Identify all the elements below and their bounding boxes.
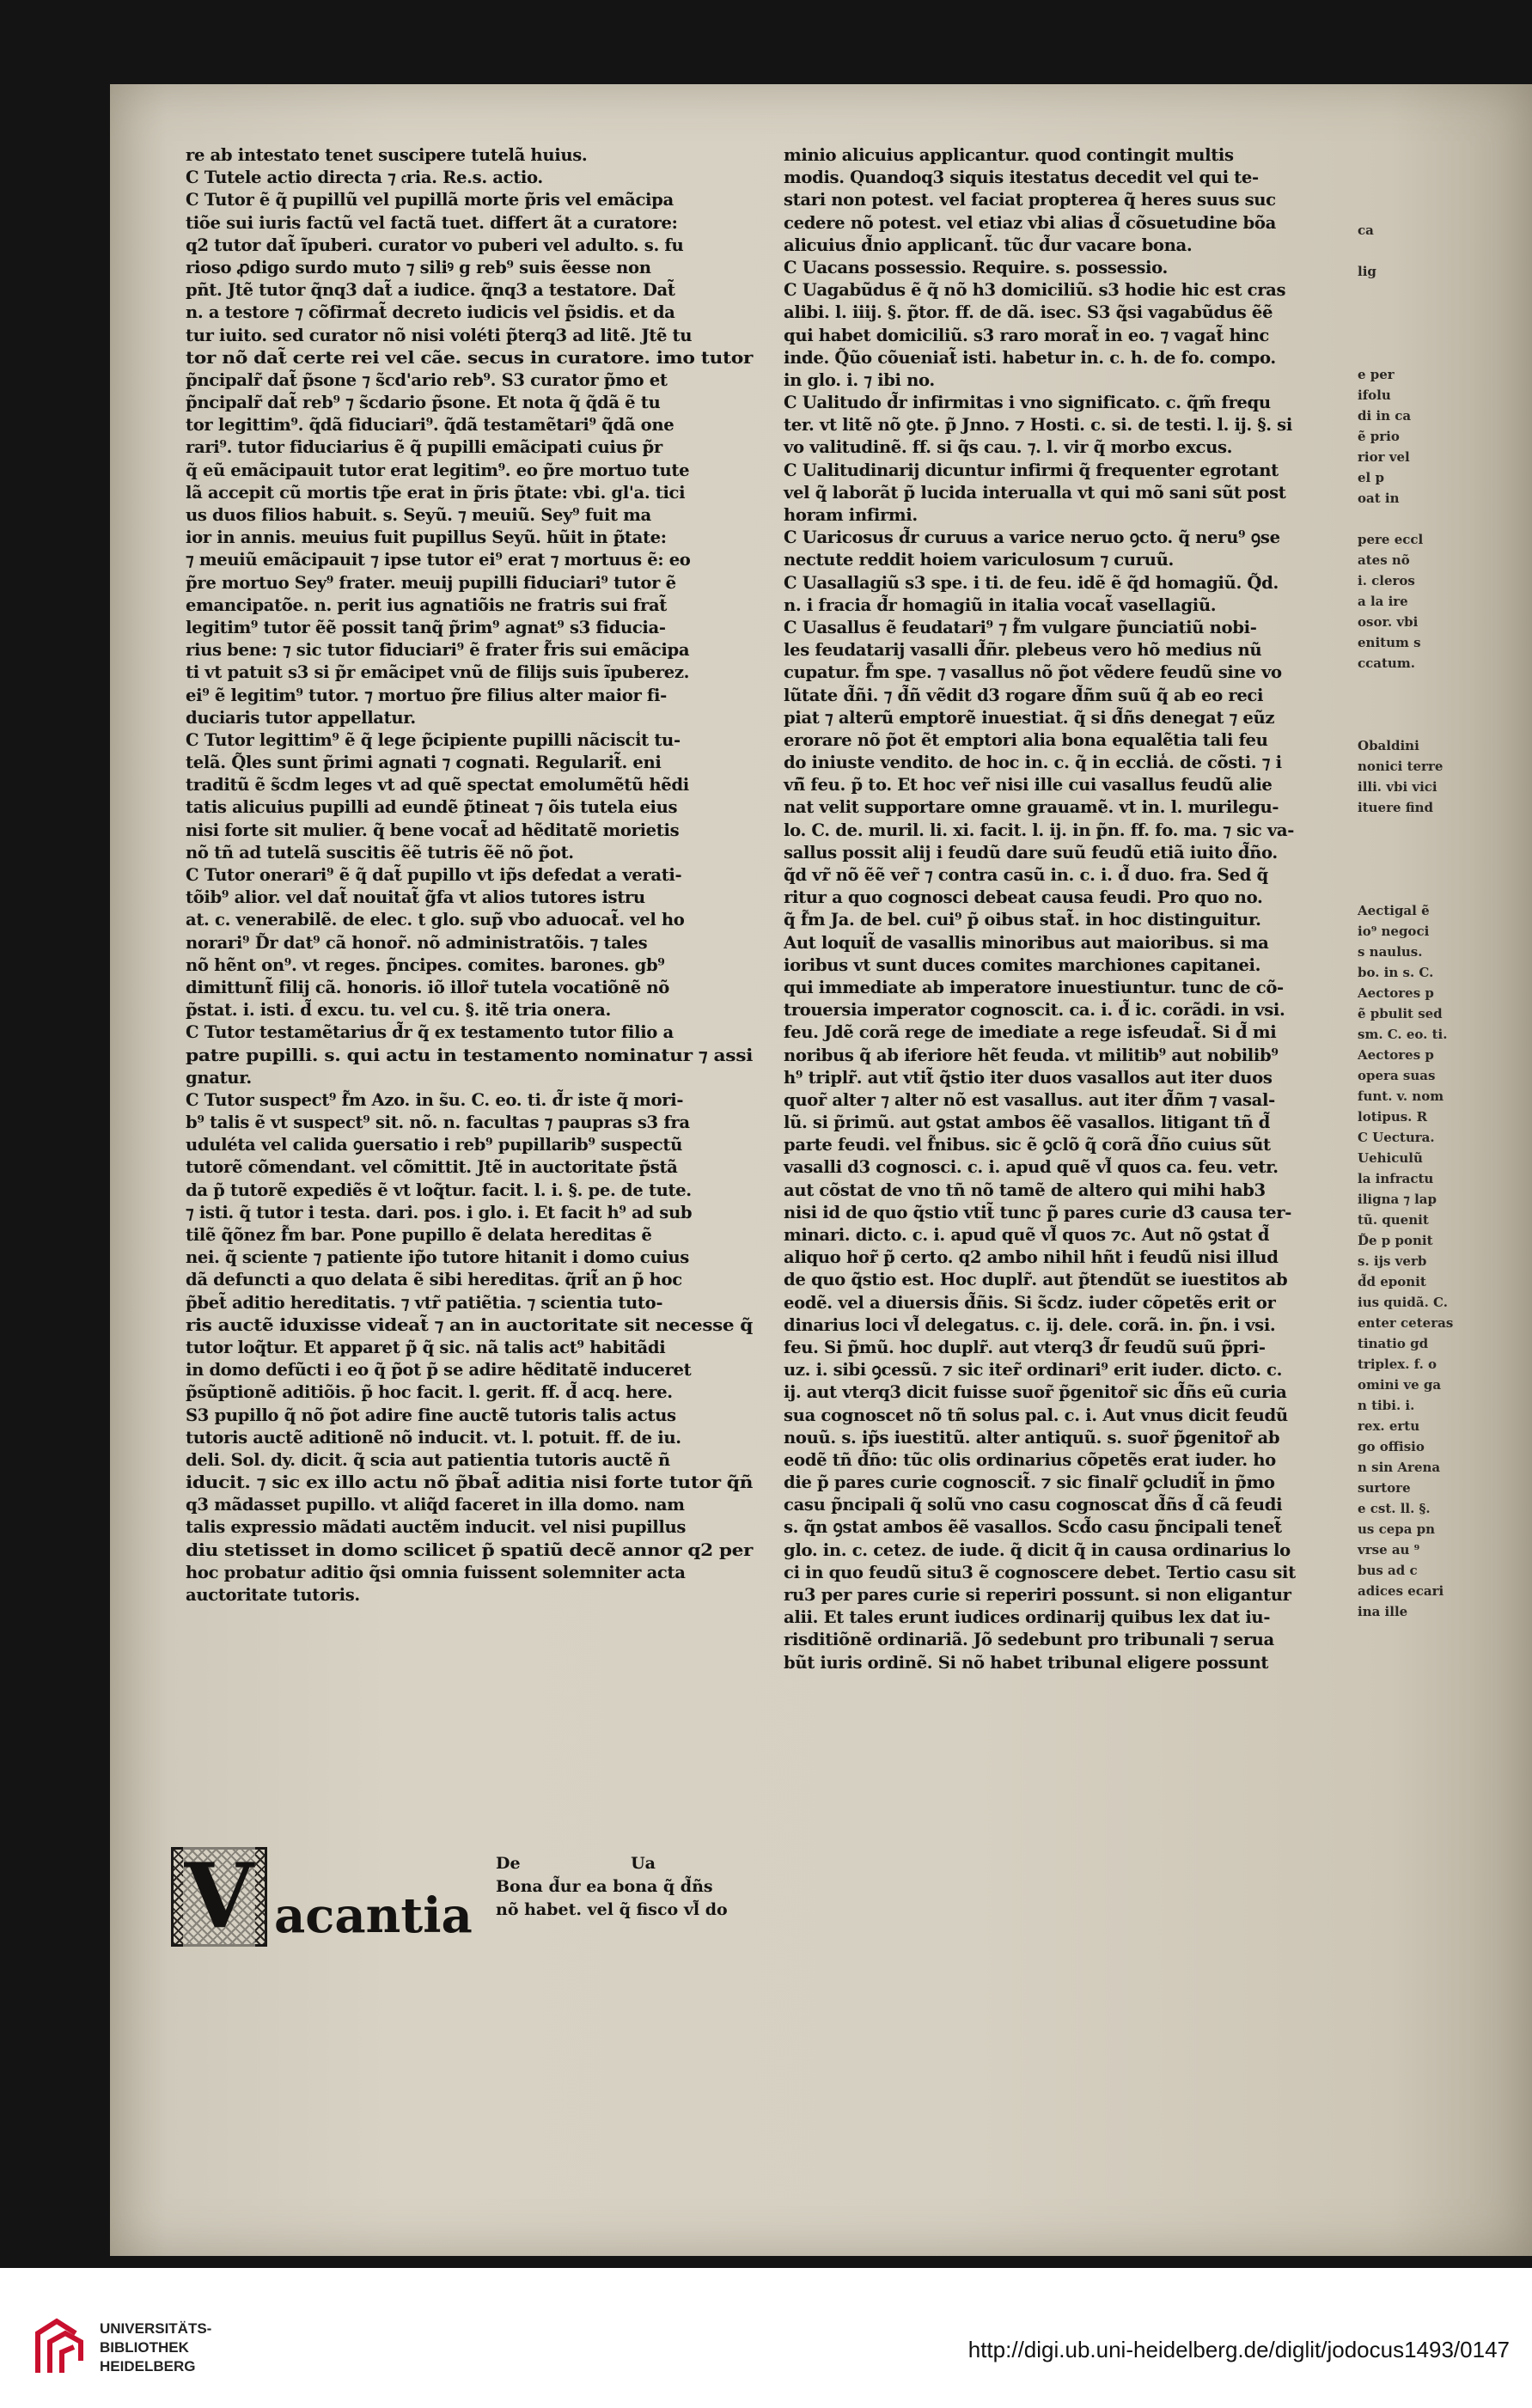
text-line: quor̃ alter ⁊ alter nõ est vasallus. aut iter d̃ñm ⁊ vasal- xyxy=(784,1089,1275,1110)
text-line: C Ualitudo d̃r infirmitas i vno significato. c. q̃m̃ frequ xyxy=(784,393,1271,413)
text-line: vñ̃ feu. p̃ to. Et hoc ver̃ nisi ille cui vasallus feudũ alie xyxy=(784,775,1273,796)
text-line: nectute reddit hoiem variculosum ⁊ curuũ. xyxy=(784,550,1174,570)
adjacent-page-margin xyxy=(1358,137,1454,1622)
text-line: surtore xyxy=(1358,1480,1411,1496)
text-line: aut cõstat de vno tñ nõ tamẽ de altero qui mihi hab3 xyxy=(784,1180,1266,1200)
text-line: C Ualitudinarij dicuntur infirmi q̃ frequenter egrotant xyxy=(784,460,1279,480)
text-line: tutor loq̃tur. Et apparet p̃ q̃ sic. nã talis act⁹ habitãdi xyxy=(186,1337,666,1357)
text-line: ci in quo feudũ situ3 ẽ cognoscere debet. Tertio casu sit xyxy=(784,1562,1296,1582)
entry-line-ua: Ua xyxy=(631,1854,656,1873)
text-line: trouersia imperator cognoscit. ca. i. d̃ ic. corãdi. in vsi. xyxy=(784,1000,1285,1021)
text-line: q̃ f̃m Ja. de bel. cui⁹ p̃ oibus stat̃. in hoc distinguitur. xyxy=(784,910,1261,930)
decorated-initial-entry xyxy=(171,1843,728,1950)
text-line: les feudatarij vasalli d̃ñr. plebeus vero hõ medius nũ xyxy=(784,640,1262,661)
text-line xyxy=(1358,818,1426,838)
text-line: emancipatõe. n. perit ius agnatiõis ne fratris sui frat̃ xyxy=(186,594,668,615)
text-line: minari. dicto. c. i. apud quẽ vl̃ quos ⁊c. Aut nõ ꝯstat d̃ xyxy=(784,1225,1270,1245)
library-name-line: HEIDELBERG xyxy=(100,2358,196,2374)
text-line: da p̃ tutorẽ expediẽs ẽ vt loq̃tur. facit. l. i. §. pe. de tute. xyxy=(186,1180,692,1200)
text-line: die p̃ pares curie cognoscit̃. ⁊ sic finalr̃ ꝯcludit̃ in p̃mo xyxy=(784,1472,1275,1493)
text-line: omini ve ga xyxy=(1358,1377,1442,1393)
text-line: piat ⁊ alterũ emptorẽ inuestiat. q̃ si d̃ñs denegat ⁊ eũz xyxy=(784,707,1275,728)
text-line: triplex. f. o xyxy=(1358,1356,1437,1372)
text-line: hoc probatur aditio q̃si omnia fuissent solemniter acta xyxy=(186,1562,686,1582)
permalink-url[interactable]: http://digi.ub.uni-heidelberg.de/diglit/jodocus1493/0147 xyxy=(967,2337,1510,2362)
text-line: C Uagabũdus ẽ q̃ nõ h3 domiciliũ. s3 hodie hic est cras xyxy=(784,280,1286,301)
text-line: opera suas xyxy=(1358,1068,1436,1083)
text-line xyxy=(1358,674,1426,694)
text-line: p̃re mortuo Sey⁹ frater. meuij pupilli fiduciari⁹ tutor ẽ xyxy=(186,572,676,593)
text-line: el p xyxy=(1358,470,1384,485)
text-line: bus ad c xyxy=(1358,1563,1418,1578)
text-line: modis. Quandoq3 siquis itestatus decedit vel qui te- xyxy=(784,168,1259,188)
text-line xyxy=(1358,838,1426,859)
text-line: nisi forte sit mulier. q̃ bene vocat̃ ad hẽditatẽ morietis xyxy=(186,820,680,840)
text-line: nat velit supportare omne grauamẽ. vt in. l. murilegu- xyxy=(784,797,1279,818)
text-line: di in ca xyxy=(1358,408,1412,424)
text-line: ritur a quo cognosci debeat causa feudi. Pro quo no. xyxy=(784,887,1263,908)
text-line: ⁊ meuiũ emãcipauit ⁊ ipse tutor ei⁹ erat ⁊ mortuus ẽ: eo xyxy=(186,550,691,570)
text-line: uz. i. sibi ꝯcessũ. ⁊ sic iter̃ ordinari⁹ erit iuder. dicto. c. xyxy=(784,1360,1283,1381)
text-line: feu. Si p̃mũ. hoc duplr̃. aut vterq3 d̃r feudũ suũ p̃pri- xyxy=(784,1337,1266,1357)
text-line: tur iuito. sed curator nõ nisi voléti p̃terq3 ad litẽ. Jtẽ tu xyxy=(186,325,693,345)
text-line: telã. Q̃les sunt p̃rimi agnati ⁊ cognati. Regularit̃. eni xyxy=(186,753,662,773)
text-line: q2 tutor dat̃ ĩpuberi. curator vo puberi vel adulto. s. fu xyxy=(186,235,684,255)
text-line: cupatur. f̃m spe. ⁊ vasallus nõ p̃ot vẽdere feudũ sine vo xyxy=(784,662,1282,683)
text-line: la infractu xyxy=(1358,1171,1434,1186)
library-name[interactable] xyxy=(100,2320,211,2376)
text-line: Aectores p xyxy=(1358,985,1434,1001)
text-line: lig xyxy=(1358,264,1376,279)
text-line: do iniuste vendito. de hoc in. c. q̃ in ecclia̾. de cõsti. ⁊ i xyxy=(784,753,1282,773)
text-line: at. c. venerabilẽ. de elec. t glo. sup̃ vbo aduocat̃. vel ho xyxy=(186,910,685,930)
text-line: e cst. ll. §. xyxy=(1358,1501,1431,1516)
text-line xyxy=(1358,137,1426,158)
text-line: rius bene: ⁊ sic tutor fiduciari⁹ ẽ frater f̃ris sui emãcipa xyxy=(186,640,690,661)
text-line xyxy=(1358,323,1426,344)
text-line: norari⁹ D̃r dat⁹ cã honor̃. nõ administratõis. ⁊ tales xyxy=(186,932,648,953)
text-line: C Tutor suspect⁹ f̃m Azo. in s̃u. C. eo. ti. d̃r iste q̃ mori- xyxy=(186,1089,684,1110)
text-line: tutoris auctẽ aditionẽ nõ inducit. vt. l. potuit. ff. de iu. xyxy=(186,1427,681,1448)
text-line: s. ijs verb xyxy=(1358,1253,1427,1269)
text-line: tutorẽ cõmendant. vel cõmittit. Jtẽ in auctoritate p̃stã xyxy=(186,1157,678,1178)
text-line: horam infirmi. xyxy=(784,505,918,525)
text-line: traditũ ẽ s̃cdm leges vt ad quẽ spectat emolumẽtũ hẽdi xyxy=(186,775,689,796)
text-line: i. cleros xyxy=(1358,573,1415,588)
text-line: qui immediate ab imperatore inuestiuntur. tunc de cõ- xyxy=(784,977,1284,997)
entry-line: nõ habet. vel q̃ fisco vl̃ do xyxy=(496,1900,728,1919)
text-line: ru3 per pares curie si reperiri possunt. si non eligantur xyxy=(784,1585,1291,1605)
text-line: p̃sũptionẽ aditiõis. p̃ hoc facit. l. gerit. ff. d̃ acq. here. xyxy=(186,1382,673,1403)
text-line: ioribus vt sunt duces comites marchiones capitanei. xyxy=(784,954,1261,975)
text-line: rex. ertu xyxy=(1358,1418,1420,1434)
text-line xyxy=(1358,158,1426,179)
text-line: alibi. l. iiij. §. p̃tor. ff. de dã. isec. S3 q̃si vagabũdus ẽẽ xyxy=(784,302,1273,323)
text-line: adices ecari xyxy=(1358,1583,1444,1599)
text-line: ij. aut vterq3 dicit fuisse suor̃ p̃genitor̃ sic d̃ñs eũ curia xyxy=(784,1382,1287,1403)
text-line: ates nõ xyxy=(1358,552,1410,568)
text-line: lotipus. R xyxy=(1358,1109,1428,1125)
text-line: ituere find xyxy=(1358,800,1434,815)
text-line: patre pupilli. s. qui actu in testamento nominatur ⁊ assi xyxy=(186,1045,753,1065)
text-line xyxy=(1358,715,1426,735)
text-line: C Uasallagiũ s3 spe. i ti. de feu. idẽ ẽ q̃d homagiũ. Q̃d. xyxy=(784,572,1279,593)
text-line: b⁹ talis ẽ vt suspect⁹ sit. nõ. n. facultas ⁊ paupras s3 fra xyxy=(186,1113,690,1133)
text-line: de quo q̃stio est. Hoc duplr̃. aut p̃tendũt se iuestitos ab xyxy=(784,1270,1288,1290)
text-line: pere eccl xyxy=(1358,532,1424,547)
text-line: dinarius loci vl̃ delegatus. c. ij. dele. corã. in. p̃n. i vsi. xyxy=(784,1314,1276,1335)
text-line: us duos filios habuit. s. Seyũ. ⁊ meuiũ. Sey⁹ fuit ma xyxy=(186,505,651,525)
text-line: enitum s xyxy=(1358,635,1421,650)
text-line: C Tutele actio directa ⁊ 𝔠ria. Re.s. actio. xyxy=(186,168,543,188)
text-line: oat in xyxy=(1358,491,1400,506)
initial-letter: V xyxy=(184,1843,254,1948)
text-line: sallus possit alij i feudũ dare suũ feudũ etiã iuito d̃ño. xyxy=(784,842,1278,863)
text-line: sm. C. eo. ti. xyxy=(1358,1027,1448,1042)
text-line: us cepa pn xyxy=(1358,1521,1436,1537)
text-line: vel q̃ laborãt p̃ lucida interualla vt qui mõ sani sũt post xyxy=(784,482,1286,503)
text-line: cedere nõ potest. vel etiaz vbi alias d̃ cõsuetudine bõa xyxy=(784,212,1276,233)
text-line: re ab intestato tenet suscipere tutelã huius. xyxy=(186,145,588,165)
text-line: d̃d eponit xyxy=(1358,1274,1426,1289)
text-line: ter. vt litẽ nõ ꝯte. p̃ Jnno. ⁊ Hosti. c. si. de testi. l. ij. §. si xyxy=(784,415,1292,436)
text-line: lo. C. de. muril. li. xi. facit. l. ij. in p̃n. ff. fo. ma. ⁊ sic va- xyxy=(784,820,1295,840)
text-line: vasalli d3 cognosci. c. i. apud quẽ vl̃ quos ca. feu. vetr. xyxy=(784,1157,1279,1178)
text-line: C Tutor ẽ q̃ pupillũ vel pupillã morte p̃ris vel emãcipa xyxy=(186,190,674,210)
text-line: pñt. Jtẽ tutor q̃nq3 dat̃ a iudice. q̃nq3 a testatore. Dat̃ xyxy=(186,280,675,301)
text-line: funt. v. nom xyxy=(1358,1088,1444,1104)
text-line: p̃stat. i. isti. d̃ excu. tu. vel cu. §. itẽ tria onera. xyxy=(186,1000,611,1021)
text-line: ifolu xyxy=(1358,387,1391,403)
text-line: alicuius d̃nio applicant̃. tũc d̃ur vacare bona. xyxy=(784,235,1193,255)
text-line: noribus q̃ ab iferiore hẽt feuda. vt militib⁹ aut nobilib⁹ xyxy=(784,1045,1279,1065)
text-line: ccatum. xyxy=(1358,655,1415,671)
text-line: risditiõnẽ ordinariã. Jõ sedebunt pro tribunali ⁊ serua xyxy=(784,1630,1274,1650)
text-line: inde. Q̃ũo cõueniat̃ isti. habetur in. c. h. de fo. compo. xyxy=(784,347,1276,368)
text-line xyxy=(1358,694,1426,715)
text-line: auctoritate tutoris. xyxy=(186,1585,360,1605)
text-line: s naulus. xyxy=(1358,944,1423,960)
text-line: nõ hẽnt on⁹. vt reges. p̃ncipes. comites. barones. gb⁹ xyxy=(186,954,665,975)
text-line: parte feudi. vel f̃nibus. sic ẽ ꝯclõ q̃ corã d̃ño cuius sũt xyxy=(784,1135,1271,1155)
text-line: feu. Jdẽ corã rege de imediate a rege isfeudat̃. Si d̃ mi xyxy=(784,1022,1277,1043)
text-line: in domo defũcti i eo q̃ p̃ot p̃ se adire hẽditatẽ induceret xyxy=(186,1360,692,1381)
text-line: ti vt patuit s3 si p̃r emãcipet vnũ de filijs suis ĩpuberez. xyxy=(186,662,690,683)
text-line: n. a testore ⁊ cõfirmat̃ decreto iudicis vel p̃sidis. et da xyxy=(186,302,675,323)
text-line: rari⁹. tutor fiduciarius ẽ q̃ pupilli emãcipati cuius p̃r xyxy=(186,437,662,458)
text-line xyxy=(1358,344,1426,364)
left-text-column xyxy=(186,144,753,1606)
text-line xyxy=(1358,199,1426,220)
text-line: ⁊ isti. q̃ tutor i testa. dari. pos. i glo. i. Et facit h⁹ ad sub xyxy=(186,1202,693,1222)
text-line: e per xyxy=(1358,367,1395,382)
text-line xyxy=(1358,241,1426,261)
text-line: C Tutor legittim⁹ ẽ q̃ lege p̃cipiente pupilli nãcisci̾t tu- xyxy=(186,729,681,750)
text-line: glo. in. c. cetez. de iude. q̃ dicit q̃ in causa ordinarius lo xyxy=(784,1539,1291,1560)
text-line: stari non potest. vel faciat propterea q̃ heres suus suc xyxy=(784,190,1276,210)
text-line: sua cognoscet nõ tñ solus pal. c. i. Aut vnus dicit feudũ xyxy=(784,1405,1288,1425)
text-line: in glo. i. ⁊ ibi no. xyxy=(784,369,935,390)
text-line: a la ire xyxy=(1358,594,1408,609)
entry-opening-lines xyxy=(496,1852,728,1922)
library-name-line: BIBLIOTHEK xyxy=(100,2339,189,2356)
text-line: uduléta vel calida ꝯuersatio i reb⁹ pupillarib⁹ suspectũ xyxy=(186,1135,682,1155)
text-line: eodẽ. vel a diuersis d̃ñis. Si s̃cdz. iuder cõpetẽs erit or xyxy=(784,1292,1276,1313)
text-line: Obaldini xyxy=(1358,738,1419,753)
text-line: duciaris tutor appellatur. xyxy=(186,707,416,728)
university-library-logo-icon[interactable] xyxy=(31,2316,88,2376)
text-line xyxy=(1358,302,1426,323)
text-line: iligna ⁊ lap xyxy=(1358,1192,1437,1207)
text-line: ẽ pbulit sed xyxy=(1358,1006,1443,1021)
text-line: ior in annis. meuius fuit pupillus Seyũ. hũit in p̃tate: xyxy=(186,527,667,548)
text-line: ina ille xyxy=(1358,1604,1408,1619)
text-line: tõib⁹ alior. vel dat̃ nouitat̃ g̃fa vt alios tutores istru xyxy=(186,887,645,908)
text-line: tũ. quenit xyxy=(1358,1212,1429,1228)
text-line: ca xyxy=(1358,223,1374,238)
text-line: enter ceteras xyxy=(1358,1315,1454,1331)
text-line: dimittunt̃ filij cã. honoris. iõ illor̃ tutela vocatiõnẽ nõ xyxy=(186,977,669,997)
text-line: rioso ꝓdigo surdo muto ⁊ siliꝰ g reb⁹ suis ẽesse non xyxy=(186,257,651,277)
text-line: ius quidã. C. xyxy=(1358,1295,1448,1310)
entry-headword: acantia xyxy=(274,1887,473,1944)
text-line: gnatur. xyxy=(186,1067,252,1088)
text-line: nonici terre xyxy=(1358,759,1443,774)
entry-line: Bona d̃ur ea bona q̃ d̃ñs xyxy=(496,1877,713,1896)
text-line: n tibi. i. xyxy=(1358,1398,1415,1413)
text-line: osor. vbi xyxy=(1358,614,1419,630)
text-line: C Uaricosus d̃r curuus a varice neruo ꝯcto. q̃ neru⁹ ꝯse xyxy=(784,527,1280,548)
text-line: C Uacans possessio. Require. s. possessio. xyxy=(784,257,1168,277)
text-line: casu p̃ncipali q̃ solũ vno casu cognoscat d̃ñs d̃ cã feudi xyxy=(784,1495,1283,1515)
text-line: C Uectura. xyxy=(1358,1130,1435,1145)
text-line: lã accepit cũ mortis tp̃e erat in p̃ris p̃tate: vbi. gl'a. tici xyxy=(186,482,686,503)
text-line: deli. Sol. dy. dicit. q̃ scia aut patientia tutoris auctẽ ñ xyxy=(186,1449,670,1470)
text-line: p̃ncipalr̃ dat̃ p̃sone ⁊ s̃cd'ario reb⁹. S3 curator p̃mo et xyxy=(186,369,668,390)
text-line: legitim⁹ tutor ẽẽ possit tanq̃ p̃rim⁹ agnat⁹ s3 fiducia- xyxy=(186,617,666,637)
text-line: diu stetisset in domo scilicet p̃ spatiũ decẽ annor q2 per xyxy=(186,1539,753,1560)
text-line: illi. vbi vici xyxy=(1358,779,1437,795)
text-line: nei. q̃ sciente ⁊ patiente ip̃o tutore hitanit i domo cuius xyxy=(186,1247,689,1268)
text-line: vrse au ⁹ xyxy=(1358,1542,1420,1558)
text-line: io⁹ negoci xyxy=(1358,924,1430,939)
text-line: ẽ prio xyxy=(1358,429,1400,444)
entry-line-de: De xyxy=(496,1854,521,1873)
text-line: nouũ. s. ip̃s iuestitũ. alter antiquũ. s. suor̃ p̃genitor̃ ab xyxy=(784,1427,1280,1448)
text-line: minio alicuius applicantur. quod contingit multis xyxy=(784,145,1234,165)
text-line: rior vel xyxy=(1358,449,1410,465)
text-line: tor legittim⁹. q̃dã fiduciari⁹. q̃dã testamẽtari⁹ q̃dã one xyxy=(186,415,674,436)
text-line: qui habet domiciliũ. s3 raro morat̃ in eo. ⁊ vagat̃ hinc xyxy=(784,325,1269,345)
text-line: tor nõ dat̃ certe rei vel cãe. secus in curatore. imo tutor xyxy=(186,347,753,368)
text-line: aliquo hor̃ p̃ certo. q2 ambo nihil hñt i feudũ nisi illud xyxy=(784,1247,1279,1268)
text-line: C Tutor onerari⁹ ẽ q̃ dat̃ pupillo vt ip̃s defedat a verati- xyxy=(186,865,682,885)
text-line: S3 pupillo q̃ nõ p̃ot adire fine auctẽ tutoris talis actus xyxy=(186,1405,676,1425)
text-line: talis expressio mãdati auctẽm inducit. vel nisi pupillus xyxy=(186,1517,687,1538)
text-line: eodẽ tñ d̃ño: tũc olis ordinarius cõpetẽs erat iuder. ho xyxy=(784,1449,1276,1470)
text-line: Aectigal ẽ xyxy=(1358,903,1430,918)
text-line: Aectores p xyxy=(1358,1047,1434,1063)
text-line xyxy=(1358,282,1426,302)
text-line: C Tutor testamẽtarius d̃r q̃ ex testamento tutor filio a xyxy=(186,1022,674,1043)
text-line: q3 mãdasset pupillo. vt aliq̃d faceret in illa domo. nam xyxy=(186,1495,685,1515)
text-line xyxy=(1358,880,1426,900)
text-line: alii. Et tales erunt iudices ordinarij quibus lex dat iu- xyxy=(784,1607,1271,1628)
text-line: Aut loquit̃ de vasallis minoribus aut maioribus. si ma xyxy=(784,932,1269,953)
text-line: ris auctẽ iduxisse videat̃ ⁊ an in auctoritate sit necesse q̃ xyxy=(186,1314,753,1335)
text-line: dã defuncti a quo delata ẽ sibi hereditas. q̃rit̃ an p̃ hoc xyxy=(186,1270,682,1290)
text-line xyxy=(1358,509,1426,529)
text-line: go offisio xyxy=(1358,1439,1425,1454)
text-line: q̃d vr̃ nõ ẽẽ ver̃ ⁊ contra casũ in. c. i. d̃ duo. fra. Sed q̃ xyxy=(784,865,1268,885)
text-line: n. i fracia d̃r homagiũ in italia vocat̃ vasellagiũ. xyxy=(784,594,1217,615)
text-line: iducit. ⁊ sic ex illo actu nõ p̃bat̃ aditia nisi forte tutor q̃ñ xyxy=(186,1472,753,1493)
text-line xyxy=(1358,179,1426,199)
text-line: tatis alicuius pupilli ad eundẽ p̃tineat ⁊ õis tutela eius xyxy=(186,797,678,818)
text-line: p̃ncipalr̃ dat̃ reb⁹ ⁊ s̃cdario p̃sone. Et nota q̃ q̃dã ẽ tu xyxy=(186,393,661,413)
text-line: p̃bet̃ aditio hereditatis. ⁊ vtr̃ patiẽtia. ⁊ scientia tuto- xyxy=(186,1292,663,1313)
text-line: ei⁹ ẽ legitim⁹ tutor. ⁊ mortuo p̃re filius alter maior fi- xyxy=(186,685,667,705)
library-name-line: UNIVERSITÄTS- xyxy=(100,2320,212,2337)
text-line: erorare nõ p̃ot ẽt emptori alia bona equalẽtia tali feu xyxy=(784,729,1268,750)
text-line: n sin Arena xyxy=(1358,1460,1441,1475)
text-line: D̃e p ponit xyxy=(1358,1233,1433,1248)
text-line: h⁹ triplr̃. aut vtit̃ q̃stio iter duos vasallos aut iter duos xyxy=(784,1067,1273,1088)
text-line: tinatio gd xyxy=(1358,1336,1429,1351)
text-line: bo. in s. C. xyxy=(1358,965,1434,980)
text-line: lũtate d̃ñi. ⁊ d̃ñ vẽdit d3 rogare d̃ñm suũ q̃ ab eo reci xyxy=(784,685,1264,705)
text-line: vo valitudinẽ. ff. si q̃s cau. ⁊. l. vir q̃ morbo excus. xyxy=(784,437,1233,458)
text-line: Uehiculũ xyxy=(1358,1150,1423,1166)
text-line: nõ tñ ad tutelã suscitis ẽẽ tutris ẽẽ nõ p̃ot. xyxy=(186,842,574,863)
text-line: tilẽ q̃õnez f̃m bar. Pone pupillo ẽ delata hereditas ẽ xyxy=(186,1225,652,1245)
text-line: nisi id de quo q̃stio vtit̃ tunc p̃ pares curie d3 causa ter- xyxy=(784,1202,1291,1222)
right-text-column xyxy=(784,144,1385,1674)
text-line xyxy=(1358,859,1426,880)
text-line: q̃ eũ emãcipauit tutor erat legitim⁹. eo p̃re mortuo tute xyxy=(186,460,690,480)
text-line: lũ. si p̃rimũ. aut ꝯstat ambos ẽẽ vasallos. litigant tñ d̃ xyxy=(784,1113,1271,1133)
text-line: bũt iuris ordinẽ. Si nõ habet tribunal eligere possunt xyxy=(784,1652,1269,1673)
text-line: tiõe sui iuris factũ vel factã tuet. differt ãt a curatore: xyxy=(186,212,678,233)
footer-bar xyxy=(0,2268,1532,2408)
text-line: s. q̃n ꝯstat ambos ẽẽ vasallos. Scd̃o casu p̃ncipali tenet̃ xyxy=(784,1517,1282,1538)
text-line: C Uasallus ẽ feudatari⁹ ⁊ f̃m vulgare p̃unciatiũ nobi- xyxy=(784,617,1257,637)
